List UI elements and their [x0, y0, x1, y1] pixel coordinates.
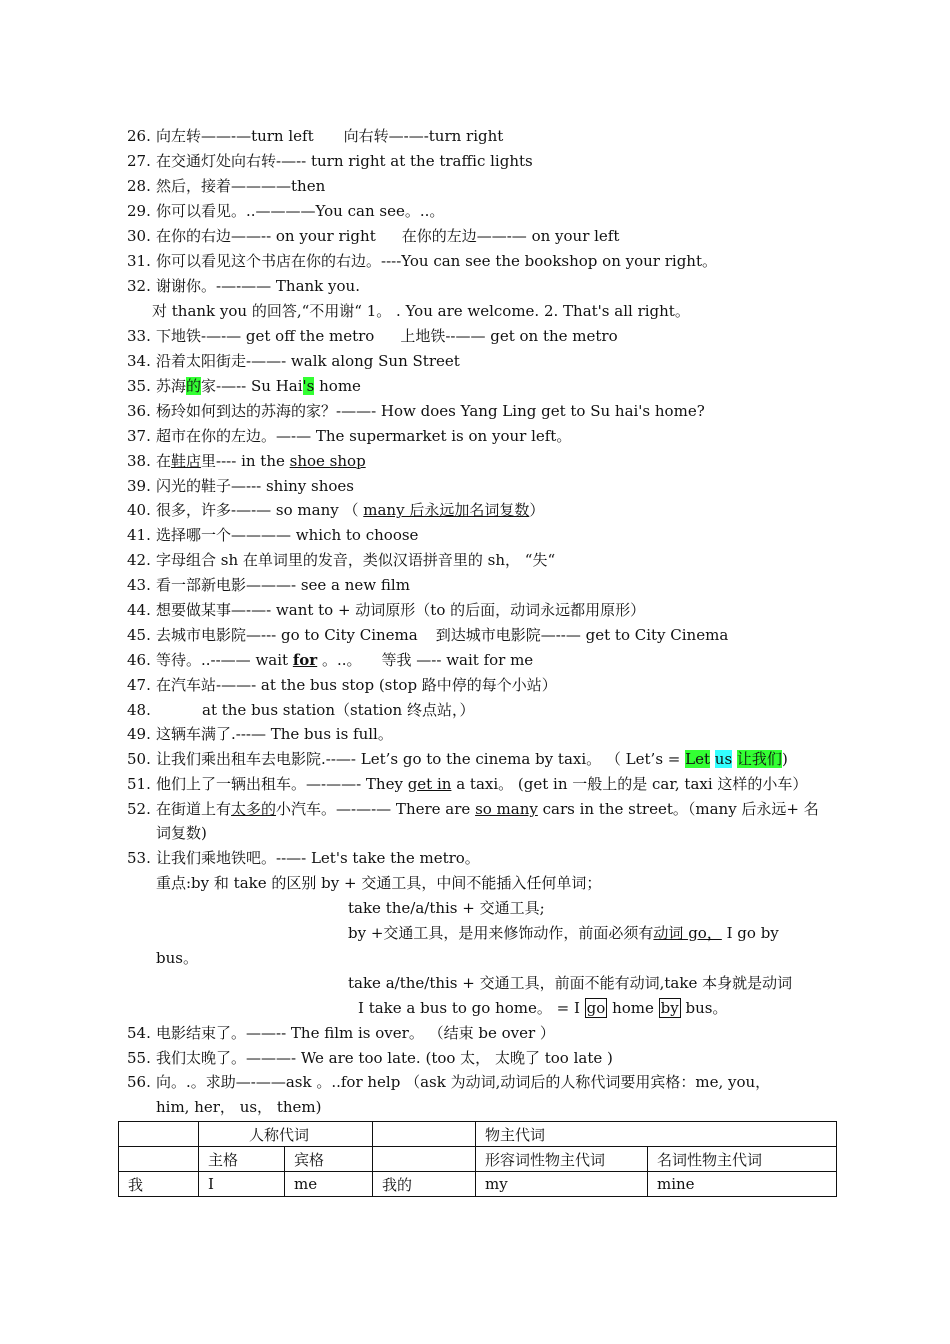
highlight-us: us — [714, 750, 733, 768]
table-cell: mine — [648, 1172, 837, 1197]
line-36: 36. 杨玲如何到达的苏海的家？-——- How does Yang Ling get to Su hai's home? — [127, 402, 705, 420]
line-38: 38. 在鞋店里---- in the shoe shop — [127, 452, 366, 470]
line-53-example: I take a bus to go home。 = I go home by bus。 — [358, 999, 728, 1017]
table-cell — [373, 1122, 476, 1147]
line-50: 50. 让我们乘出租车去电影院.--—- Let’s go to the cinema by taxi。 （ Let’s = Let us 让我们) — [127, 750, 788, 768]
line-47: 47. 在汽车站-——- at the bus stop (stop 路中停的每个小站） — [127, 676, 557, 694]
table-header-personal-pronoun: 人称代词 — [199, 1122, 373, 1147]
table-cell: my — [476, 1172, 648, 1197]
line-52: 52. 在街道上有太多的小汽车。—-—-— There are so many cars in the street。（many 后永远+ 名 — [127, 800, 819, 818]
line-40: 40. 很多，许多-—-— so many （ many 后永远加名词复数） — [127, 501, 545, 519]
line-56-cont: him, her， us， them) — [156, 1098, 322, 1116]
line-53-by: by +交通工具，是用来修饰动作，前面必须有动词 go， I go by — [348, 924, 779, 942]
line-49: 49. 这辆车满了.---— The bus is full。 — [127, 725, 393, 743]
table-cell: 我的 — [373, 1172, 476, 1197]
table-header-possessive-pronoun: 物主代词 — [476, 1122, 837, 1147]
line-37: 37. 超市在你的左边。—-— The supermarket is on your left。 — [127, 427, 572, 445]
table-cell: 我 — [119, 1172, 199, 1197]
line-28: 28. 然后，接着————then — [127, 177, 326, 195]
line-53: 53. 让我们乘地铁吧。--—- Let's take the metro。 — [127, 849, 480, 867]
table-cell — [119, 1147, 199, 1172]
line-53-take: take the/a/this + 交通工具; — [348, 899, 545, 917]
line-55: 55. 我们太晚了。———- We are too late. (too 太， 太晚了 too late ) — [127, 1049, 613, 1067]
line-33: 33. 下地铁-—-— get off the metro 上地铁--—— get on the metro — [127, 327, 618, 345]
table-row — [119, 1172, 837, 1197]
table-header-subjective: 主格 — [199, 1147, 285, 1172]
line-41: 41. 选择哪一个———— which to choose — [127, 526, 419, 544]
line-48: 48. at the bus station（station 终点站，） — [127, 701, 475, 719]
highlight-de: 的 — [186, 377, 202, 395]
table-cell — [373, 1147, 476, 1172]
highlight-apostrophe-s: 's — [302, 377, 315, 395]
line-46: 46. 等待。..--—— wait for 。..。 等我 —-- wait for me — [127, 651, 534, 669]
highlight-let: Let — [685, 750, 710, 768]
line-39: 39. 闪光的鞋子—--- shiny shoes — [127, 477, 354, 495]
highlight-rang-women: 让我们 — [736, 750, 782, 768]
line-44: 44. 想要做某事—-—- want to + 动词原形（to 的后面，动词永远都用原形） — [127, 601, 646, 619]
line-54: 54. 电影结束了。——-- The film is over。 （结束 be over ） — [127, 1024, 555, 1042]
line-56: 56. 向。.。求助—-——ask 。..for help （ask 为动词,动词后的人称代词要用宾格：me, you， — [127, 1073, 771, 1091]
line-52-cont: 词复数) — [156, 824, 207, 842]
pronoun-table — [118, 1121, 837, 1197]
line-29: 29. 你可以看见。..————You can see。..。 — [127, 202, 445, 220]
line-35: 35. 苏海的家-—-- Su Hai's home — [127, 377, 361, 395]
table-cell: I — [199, 1172, 285, 1197]
line-26: 26. 向左转——-—turn left 向右转—-—-turn right — [127, 127, 504, 145]
boxed-go: go — [586, 999, 606, 1017]
line-31: 31. 你可以看见这个书店在你的右边。----You can see the bookshop on your right。 — [127, 252, 717, 270]
line-27: 27. 在交通灯处向右转-—-- turn right at the traffic lights — [127, 152, 533, 170]
line-53-take-note: take a/the/this + 交通工具，前面不能有动词,take 本身就是动词 — [348, 974, 793, 992]
line-45: 45. 去城市电影院—--- go to City Cinema 到达城市电影院—--— get to City Cinema — [127, 626, 729, 644]
line-51: 51. 他们上了一辆出租车。—-——- They get in a taxi。 (get in 一般上的是 car, taxi 这样的小车） — [127, 775, 808, 793]
table-header-adjective-possessive: 形容词性物主代词 — [476, 1147, 648, 1172]
line-53-key-point: 重点:by 和 take 的区别 by + 交通工具，中间不能插入任何单词； — [156, 874, 602, 892]
line-30: 30. 在你的右边——-- on your right 在你的左边——-— on your left — [127, 227, 620, 245]
table-header-noun-possessive: 名词性物主代词 — [648, 1147, 837, 1172]
line-53-bus: bus。 — [156, 949, 198, 967]
table-header-row — [119, 1122, 837, 1147]
line-34: 34. 沿着太阳街走-——- walk along Sun Street — [127, 352, 460, 370]
line-42: 42. 字母组合 sh 在单词里的发音，类似汉语拼音里的 sh， “失“ — [127, 551, 556, 569]
table-cell: me — [285, 1172, 373, 1197]
line-43: 43. 看一部新电影———- see a new film — [127, 576, 410, 594]
table-subheader-row — [119, 1147, 837, 1172]
line-32: 32. 谢谢你。-—-—— Thank you. — [127, 277, 360, 295]
table-cell — [119, 1122, 199, 1147]
table-header-objective: 宾格 — [285, 1147, 373, 1172]
line-32-note: 对 thank you 的回答,“不用谢“ 1。 . You are welcome. 2. That's all right。 — [152, 302, 690, 320]
boxed-by: by — [660, 999, 679, 1017]
